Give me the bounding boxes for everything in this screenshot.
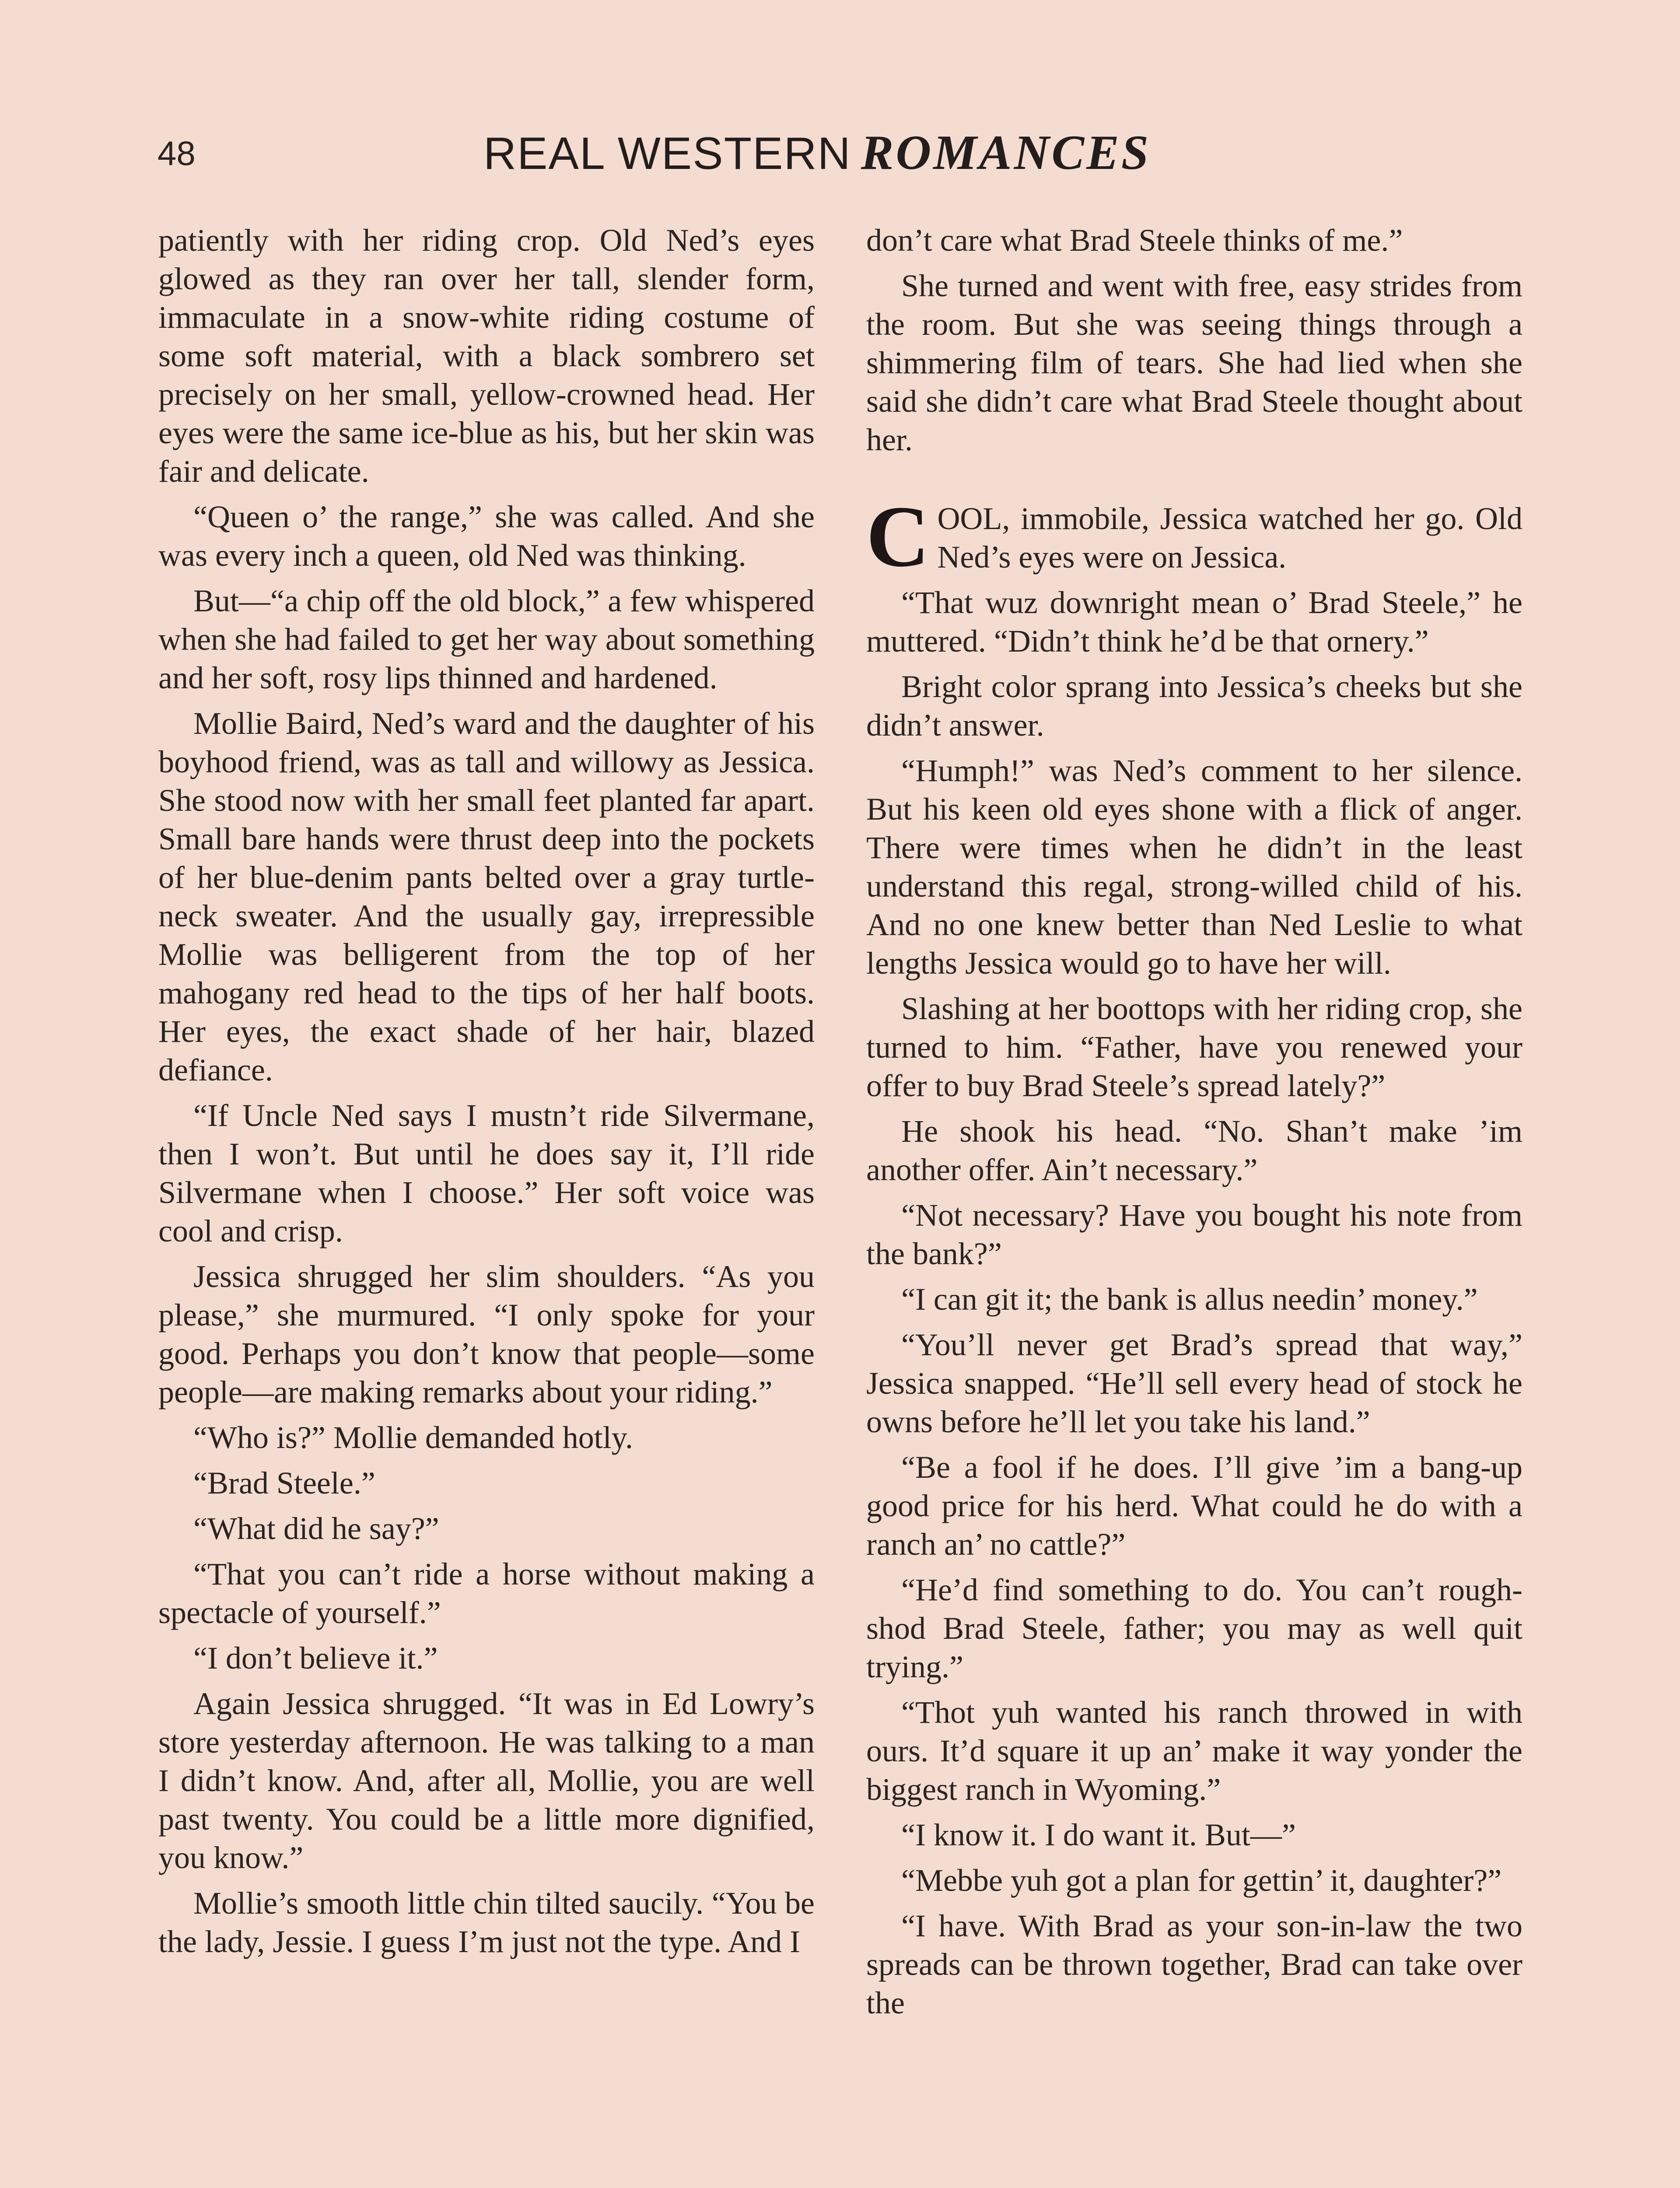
section-opening-paragraph: [866, 488, 1522, 585]
paragraph: “I know it. I do want it. But—”: [901, 1817, 1296, 1852]
paragraph: “I can git it; the bank is allus needin’ money.”: [901, 1282, 1478, 1317]
drop-cap: C: [866, 488, 930, 585]
paragraph: He shook his head. “No. Shan’t make ’im another offer. Ain’t necessary.”: [866, 1114, 1522, 1187]
paragraph: “I have. With Brad as your son-in-law the two spreads can be thrown together, Brad can take over the: [866, 1908, 1522, 2020]
right-column: [866, 221, 1522, 2029]
paragraph: “Queen o’ the range,” she was called. And she was every inch a queen, old Ned was thinking.: [158, 499, 815, 573]
paragraph: “Who is?” Mollie demanded hotly.: [193, 1420, 634, 1455]
paragraph: “I don’t believe it.”: [193, 1641, 438, 1676]
paragraph: Jessica shrugged her slim shoulders. “As you please,” she murmured. “I only spoke for your good. Perhaps you don’t know that people—some people—are making remarks about your riding.”: [158, 1259, 815, 1410]
paragraph: Again Jessica shrugged. “It was in Ed Lowry’s store yesterday afternoon. He was talking to a man I didn’t know. And, after all, Mollie, you are well past twenty. You could be a little more dignified, you know.”: [158, 1686, 815, 1875]
paragraph: “He’d find something to do. You can’t rough-shod Brad Steele, father; you may as well quit trying.”: [866, 1572, 1522, 1684]
paragraph: Slashing at her boottops with her riding crop, she turned to him. “Father, have you renewed your offer to buy Brad Steele’s spread lately?”: [866, 991, 1522, 1103]
paragraph: Mollie’s smooth little chin tilted saucily. “You be the lady, Jessie. I guess I’m just not the type. And I: [158, 1886, 815, 1959]
paragraph: “Brad Steele.”: [193, 1466, 375, 1501]
paragraph: “That wuz downright mean o’ Brad Steele,” he muttered. “Didn’t think he’d be that ornery.”: [866, 585, 1522, 659]
paragraph: Bright color sprang into Jessica’s cheeks but she didn’t answer.: [866, 669, 1522, 743]
paragraph: “What did he say?”: [193, 1511, 439, 1546]
paragraph: “You’ll never get Brad’s spread that way,” Jessica snapped. “He’ll sell every head of stock he owns before he’ll let you take his land.”: [866, 1327, 1522, 1439]
section-opening-text: OOL, immobile, Jessica watched her go. Old Ned’s eyes were on Jessica.: [937, 501, 1522, 575]
paragraph: “Mebbe yuh got a plan for gettin’ it, daughter?”: [901, 1863, 1502, 1898]
paragraph: Mollie Baird, Ned’s ward and the daughter of his boyhood friend, was as tall and willowy as Jessica. She stood now with her small feet planted far apart. Small bare hands were thrust deep into the pockets of her blue-denim pants belted over a gray turtle-neck sweater. And the usually gay, irrepressible Mollie was belligerent from the top of her mahogany red head to the tips of her half boots. Her eyes, the exact shade of her hair, blazed defiance.: [158, 706, 815, 1087]
paragraph: She turned and went with free, easy strides from the room. But she was seeing things through a shimmering film of tears. She had lied when she said she didn’t care what Brad Steele thought about her.: [866, 268, 1522, 457]
title-accent: ROMANCES: [861, 126, 1151, 180]
paragraph: “Humph!” was Ned’s comment to her silence. But his keen old eyes shone with a flick of anger. There were times when he didn’t in the least understand this regal, strong-willed child of his. And no one knew better than Ned Leslie to what lengths Jessica would go to have her will.: [866, 753, 1522, 981]
paragraph: “Be a fool if he does. I’ll give ’im a bang-up good price for his herd. What could he do with a ranch an’ no cattle?”: [866, 1450, 1522, 1562]
paragraph: “Not necessary? Have you bought his note from the bank?”: [866, 1198, 1522, 1271]
paragraph: “That you can’t ride a horse without making a spectacle of yourself.”: [158, 1557, 815, 1630]
left-column: [158, 221, 815, 1968]
paragraph: But—“a chip off the old block,” a few whispered when she had failed to get her way about something and her soft, rosy lips thinned and hardened.: [158, 583, 815, 695]
paragraph: “If Uncle Ned says I mustn’t ride Silvermane, then I won’t. But until he does say it, I’ll ride Silvermane when I choose.” Her soft voice was cool and crisp.: [158, 1098, 815, 1248]
page-number: 48: [158, 134, 196, 172]
title-main: REAL WESTERN: [483, 128, 851, 179]
paragraph: don’t care what Brad Steele thinks of me.”: [866, 223, 1403, 258]
page-header: [158, 125, 1527, 186]
magazine-title: [483, 125, 1151, 181]
paragraph: patiently with her riding crop. Old Ned’s eyes glowed as they ran over her tall, slender form, immaculate in a snow-white riding costume of some soft material, with a black sombrero set precisely on her small, yellow-crowned head. Her eyes were the same ice-blue as his, but her skin was fair and delicate.: [158, 223, 815, 489]
paragraph: “Thot yuh wanted his ranch throwed in with ours. It’d square it up an’ make it way yonder the biggest ranch in Wyoming.”: [866, 1695, 1522, 1807]
